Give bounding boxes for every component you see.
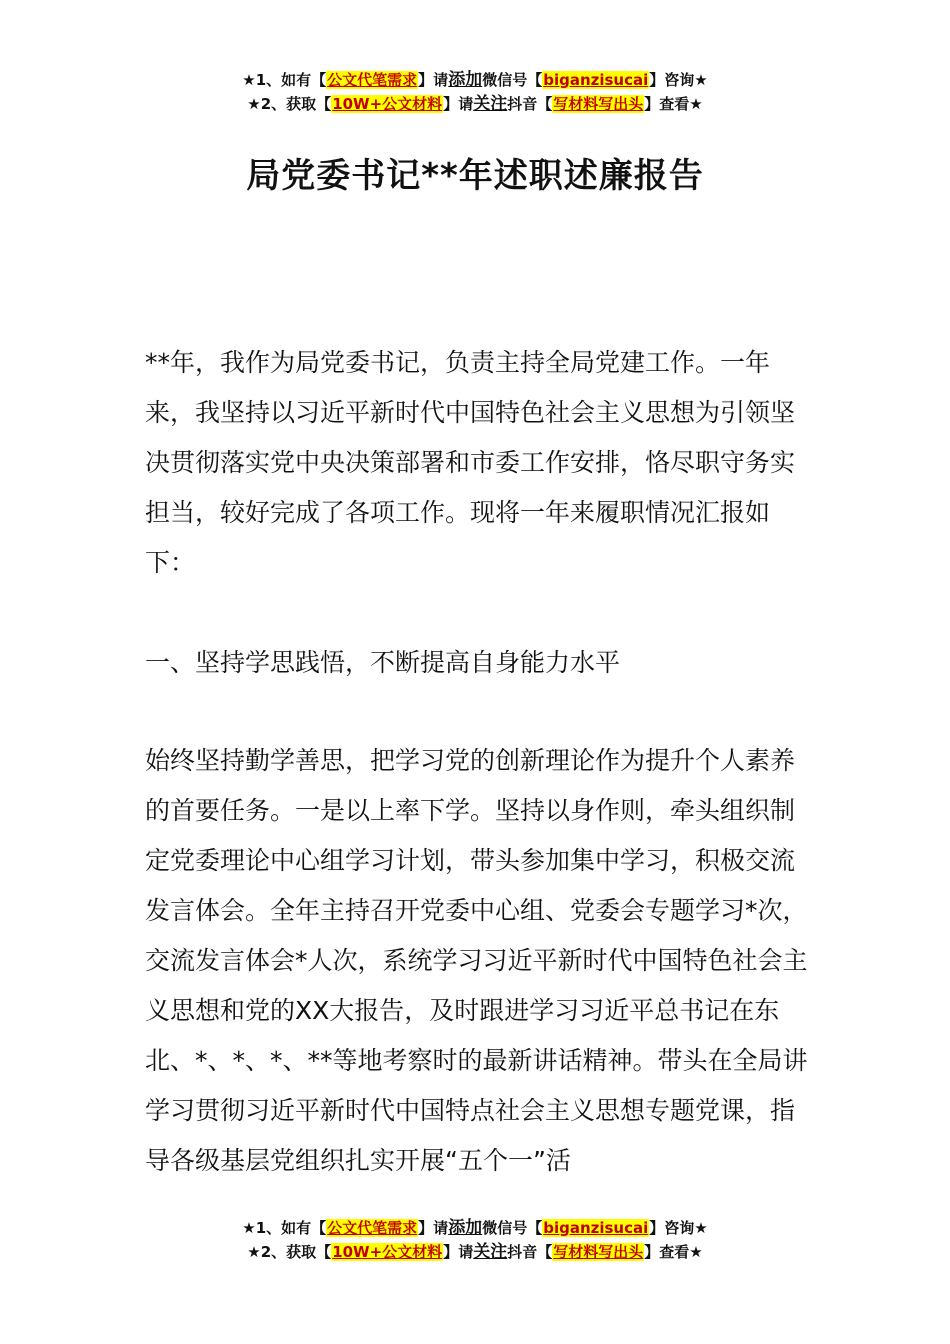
intro-text: **年，我作为局党委书记，负责主持全局党建工作。一年来，我坚持以习近平新时代中国特色社会主义思想为引领坚决贯彻落实党中央决策部署和市委工作安排，恪尽职守务实担当，较好完成了各项工作。现将一年来履职情况汇报如下： [145, 348, 796, 577]
banner-text: 】请 [443, 1243, 474, 1261]
banner-text: ★2、获取【 [247, 1243, 332, 1261]
banner-text: 】咨询★ [649, 1219, 708, 1237]
banner-line-1 [0, 1216, 950, 1240]
banner-highlight: 10W+公文材料 [332, 95, 443, 113]
banner-text: 】请 [443, 95, 474, 113]
banner-highlight: 写材料写出头 [553, 1243, 644, 1261]
banner-highlight: biganzisucai [543, 71, 649, 89]
header-banner [0, 68, 950, 116]
banner-highlight: biganzisucai [543, 1219, 649, 1237]
banner-line-2 [0, 1240, 950, 1264]
banner-text: ★1、如有【 [242, 1219, 327, 1237]
banner-text: 微信号【 [482, 1219, 543, 1237]
banner-emphasis: 关注 [473, 1242, 508, 1262]
intro-paragraph [145, 338, 810, 588]
banner-highlight: 10W+公文材料 [332, 1243, 443, 1261]
section-heading-text: 一、坚持学思践悟，不断提高自身能力水平 [145, 648, 621, 677]
banner-text: 微信号【 [482, 71, 543, 89]
banner-text: 】查看★ [644, 95, 703, 113]
document-title: 局党委书记**年述职述廉报告 [246, 156, 704, 196]
banner-text: 】咨询★ [649, 71, 708, 89]
banner-line-1 [0, 68, 950, 92]
banner-emphasis: 添加 [448, 1218, 483, 1238]
footer-banner [0, 1216, 950, 1264]
banner-highlight: 写材料写出头 [553, 95, 644, 113]
banner-text: 抖音【 [507, 1243, 553, 1261]
section-heading [145, 638, 810, 688]
body-paragraph-text: 始终坚持勤学善思，把学习党的创新理论作为提升个人素养的首要任务。一是以上率下学。坚持以身作则，牵头组织制定党委理论中心组学习计划，带头参加集中学习，积极交流发言体会。全年主持召开党委中心组、党委会专题学习*次，交流发言体会*人次，系统学习习近平新时代中国特色社会主义思想和党的XX大报告，及时跟进学习习近平总书记在东北、*、*、*、**等地考察时的最新讲话精神。带头在全局讲学习贯彻习近平新时代中国特点社会主义思想专题党课，指导各级基层党组织扎实开展“五个一”活 [145, 746, 808, 1175]
banner-text: ★1、如有【 [242, 71, 327, 89]
banner-text: 】查看★ [644, 1243, 703, 1261]
banner-text: 】请 [418, 71, 449, 89]
banner-highlight: 公文代笔需求 [327, 1219, 418, 1237]
banner-highlight: 公文代笔需求 [327, 71, 418, 89]
banner-emphasis: 关注 [473, 94, 508, 114]
banner-text: 抖音【 [507, 95, 553, 113]
banner-text: 】请 [418, 1219, 449, 1237]
body-paragraph [145, 736, 810, 1186]
banner-line-2 [0, 92, 950, 116]
banner-text: ★2、获取【 [247, 95, 332, 113]
banner-emphasis: 添加 [448, 70, 483, 90]
